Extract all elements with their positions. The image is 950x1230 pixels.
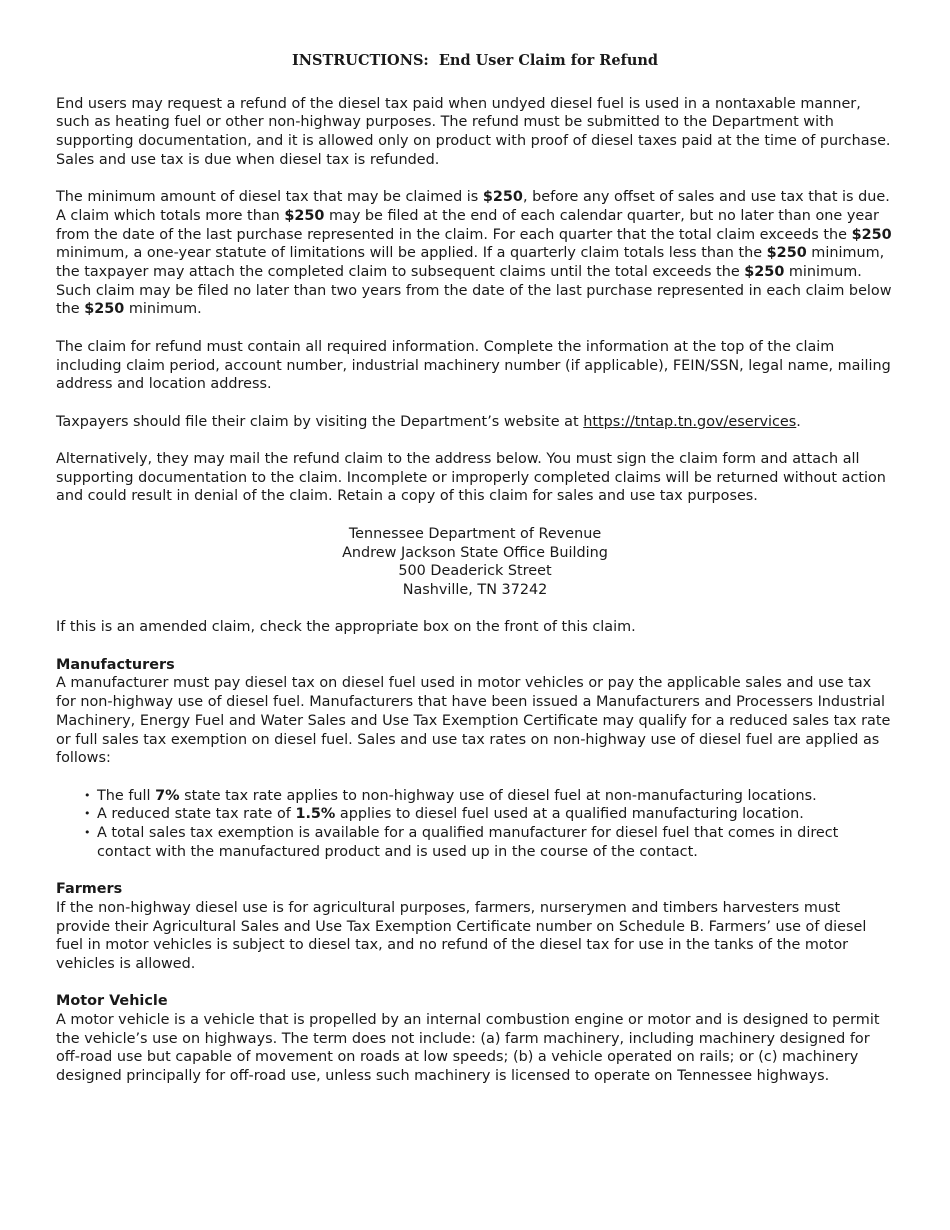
bullet-text: The full xyxy=(97,787,156,804)
minimum-text-5: minimum, the taxpayer may attach the completed claim to subsequent claims until the total exceeds the xyxy=(56,245,885,281)
minimum-text-4: minimum, a one-year statute of limitations will be applied. If a quarterly claim totals less than the xyxy=(56,245,767,262)
minimum-amount: $250 xyxy=(84,301,125,318)
minimum-text-6: minimum. Such claim may be filed no later than two years from the date of the last purchase represented in each claim below the xyxy=(56,264,892,318)
list-item xyxy=(97,787,894,806)
eservices-link[interactable]: https://tntap.tn.gov/eservices xyxy=(583,413,797,430)
address-line: Nashville, TN 37242 xyxy=(402,581,548,598)
minimum-amount: $250 xyxy=(482,189,523,206)
bullet-text: A reduced state tax rate of xyxy=(97,806,296,823)
bullet-text: state tax rate applies to non-highway use of diesel fuel at non-manufacturing locations. xyxy=(179,787,817,804)
minimum-amount: $250 xyxy=(766,245,807,262)
tax-rate-list xyxy=(56,787,894,862)
minimum-amount: $250 xyxy=(284,207,325,224)
address-line: 500 Deaderick Street xyxy=(398,563,552,580)
motor-vehicle-section xyxy=(56,992,894,1086)
minimum-text-7: minimum. xyxy=(124,301,202,318)
minimum-text-2: , before any offset of sales and use tax that is due. A claim which totals more than xyxy=(56,189,890,224)
list-item xyxy=(97,824,894,861)
mail-paragraph: Alternatively, they may mail the refund claim to the address below. You must sign the claim form and attach all supporting documentation to the claim. Incomplete or improperly completed claims will be returned without action and could result in denial of the claim. Retain a copy of this claim for sales and use tax purposes. xyxy=(56,451,886,505)
farmers-section xyxy=(56,880,894,974)
minimum-amount: $250 xyxy=(851,226,892,243)
minimum-amount-paragraph xyxy=(56,188,894,319)
minimum-text-1: The minimum amount of diesel tax that may be claimed is xyxy=(56,189,483,206)
amended-paragraph: If this is an amended claim, check the appropriate box on the front of this claim. xyxy=(56,619,636,636)
intro-paragraph: End users may request a refund of the diesel tax paid when undyed diesel fuel is used in a nontaxable manner, such as heating fuel or other non-highway purposes. The refund must be submitted to the Department with supporting documentation, and it is allowed only on product with proof of diesel taxes paid at the time of purchase. Sales and use tax is due when diesel tax is refunded. xyxy=(56,95,891,168)
farmers-heading: Farmers xyxy=(56,881,123,898)
motor-vehicle-body: A motor vehicle is a vehicle that is propelled by an internal combustion engine or motor and is designed to permit the vehicle’s use on highways. The term does not include: (a) farm machinery, including machinery designed for off-road use but capable of movement on roads at low speeds; (b) a vehicle operated on rails; or (c) machinery designed principally for off-road use, unless such machinery is licensed to operate on Tennessee highways. xyxy=(56,1012,880,1085)
farmers-body: If the non-highway diesel use is for agricultural purposes, farmers, nurserymen and timbers harvesters must provide their Agricultural Sales and Use Tax Exemption Certificate number on Schedule B. Farmers’ use of diesel fuel in motor vehicles is subject to diesel tax, and no refund of the diesel tax for use in the tanks of the motor vehicles is allowed. xyxy=(56,899,867,972)
manufacturers-heading: Manufacturers xyxy=(56,656,175,673)
motor-vehicle-heading: Motor Vehicle xyxy=(56,993,168,1010)
claim-info-paragraph: The claim for refund must contain all required information. Complete the information at the top of the claim including claim period, account number, industrial machinery number (if applicable), FEIN/SSN, legal name, mailing address and location address. xyxy=(56,338,891,393)
website-suffix: . xyxy=(796,413,801,430)
tax-rate: 7% xyxy=(155,787,180,804)
address-line: Tennessee Department of Revenue xyxy=(348,525,602,542)
minimum-text-3: may be filed at the end of each calendar quarter, but no later than one year from the date of the last purchase represented in the claim. For each quarter that the total claim exceeds the xyxy=(56,207,879,243)
manufacturers-section xyxy=(56,656,894,768)
tax-rate: 1.5% xyxy=(295,806,336,823)
website-paragraph xyxy=(56,413,894,432)
list-item xyxy=(97,805,894,824)
website-prefix: Taxpayers should file their claim by visiting the Department’s website at xyxy=(56,413,584,430)
bullet-text: A total sales tax exemption is available for a qualified manufacturer for diesel fuel that comes in direct contact with the manufactured product and is used up in the course of the contact. xyxy=(97,825,839,860)
mailing-address xyxy=(56,525,894,600)
address-line: Andrew Jackson State Office Building xyxy=(342,544,608,561)
page-title: INSTRUCTIONS: End User Claim for Refund xyxy=(291,52,659,69)
manufacturers-body: A manufacturer must pay diesel tax on diesel fuel used in motor vehicles or pay the applicable sales and use tax for non-highway use of diesel fuel. Manufacturers that have been issued a Manufacturers and Processers Industrial Machinery, Energy Fuel and Water Sales and Use Tax Exemption Certificate may qualify for a reduced sales tax rate or full sales tax exemption on diesel fuel. Sales and use tax rates on non-highway use of diesel fuel are applied as follows: xyxy=(56,675,891,767)
minimum-amount: $250 xyxy=(744,264,785,281)
bullet-text: applies to diesel fuel used at a qualified manufacturing location. xyxy=(335,806,804,823)
